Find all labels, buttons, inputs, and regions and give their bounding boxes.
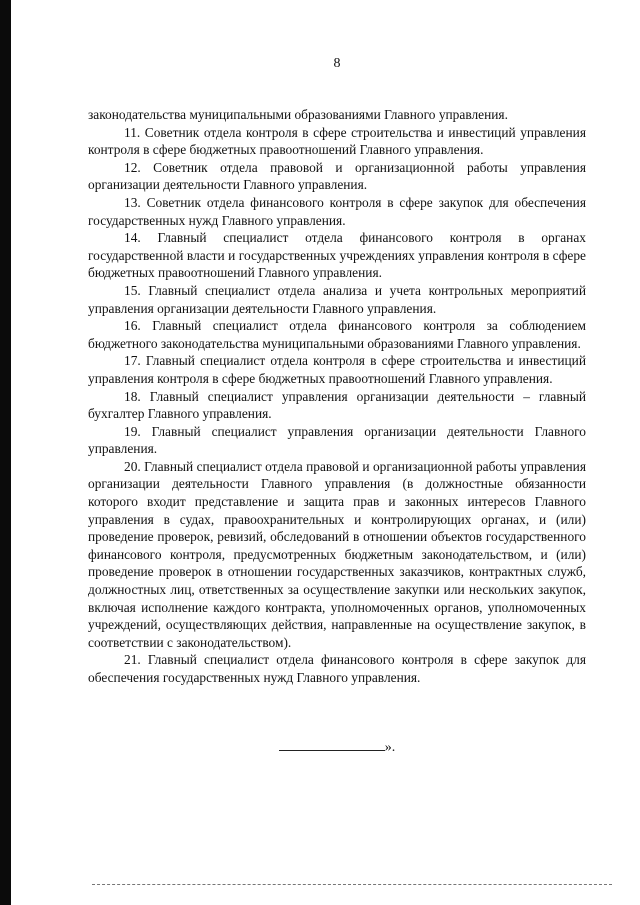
list-item-21: 21. Главный специалист отдела финансового контроля в сфере закупок для обеспечения государственных нужд Главного управления. xyxy=(88,652,586,685)
bottom-scan-line xyxy=(92,884,612,885)
paragraph-continuation: законодательства муниципальными образованиями Главного управления. xyxy=(88,107,508,122)
list-item-16: 16. Главный специалист отдела финансового контроля за соблюдением бюджетного законодательства муниципальными образованиями Главного управления. xyxy=(88,318,586,351)
closing-underline xyxy=(279,738,385,751)
document-page xyxy=(88,0,586,905)
list-item-15: 15. Главный специалист отдела анализа и учета контрольных мероприятий управления организации деятельности Главного управления. xyxy=(88,282,586,316)
list-item-19: 19. Главный специалист управления организации деятельности Главного управления. xyxy=(88,423,586,457)
list-item-11: 11. Советник отдела контроля в сфере строительства и инвестиций управления контроля в сфере бюджетных правоотношений Главного управления. xyxy=(88,124,586,158)
closing-quote: ». xyxy=(384,740,396,755)
list-item-12: 12. Советник отдела правовой и организационной работы управления организации деятельности Главного управления. xyxy=(88,159,586,193)
list-item-18: 18. Главный специалист управления организации деятельности – главный бухгалтер Главного управления. xyxy=(88,388,586,422)
list-item-17: 17. Главный специалист отдела контроля в сфере строительства и инвестиций управления контроля в сфере бюджетных правоотношений Главного управления. xyxy=(88,353,586,386)
list-item-13: 13. Советник отдела финансового контроля в сфере закупок для обеспечения государственных нужд Главного управления. xyxy=(88,194,586,228)
page-number: 8 xyxy=(333,56,341,71)
list-item-20: 20. Главный специалист отдела правовой и организационной работы управления организации деятельности Главного управления (в должностные обязанности которого входит представление и защита прав и законных интересов Главного управления в судах, правоохранительных и контролирующих органах, и (или) проведение проверок, ревизий, обследований в отношении объектов государственного финансового контроля, предусмотренных бюджетным законодательством, и (или) проведение проверок в отношении государственных заказчиков, контрактных служб, должностных лиц, ответственных за осуществление закупки или нескольких закупок, включая исполнение каждого контракта, уполномоченных органов, уполномоченных учреждений, осуществляющих действия, направленные на осуществление закупок, в соответствии с законодательством). xyxy=(88,458,586,650)
scan-edge-shadow xyxy=(0,0,11,905)
closing-mark xyxy=(88,738,586,756)
list-item-14: 14. Главный специалист отдела финансового контроля в органах государственной власти и государственных учреждениях управления контроля в сфере бюджетных правоотношений Главного управления. xyxy=(88,230,586,281)
document-body xyxy=(88,106,586,687)
